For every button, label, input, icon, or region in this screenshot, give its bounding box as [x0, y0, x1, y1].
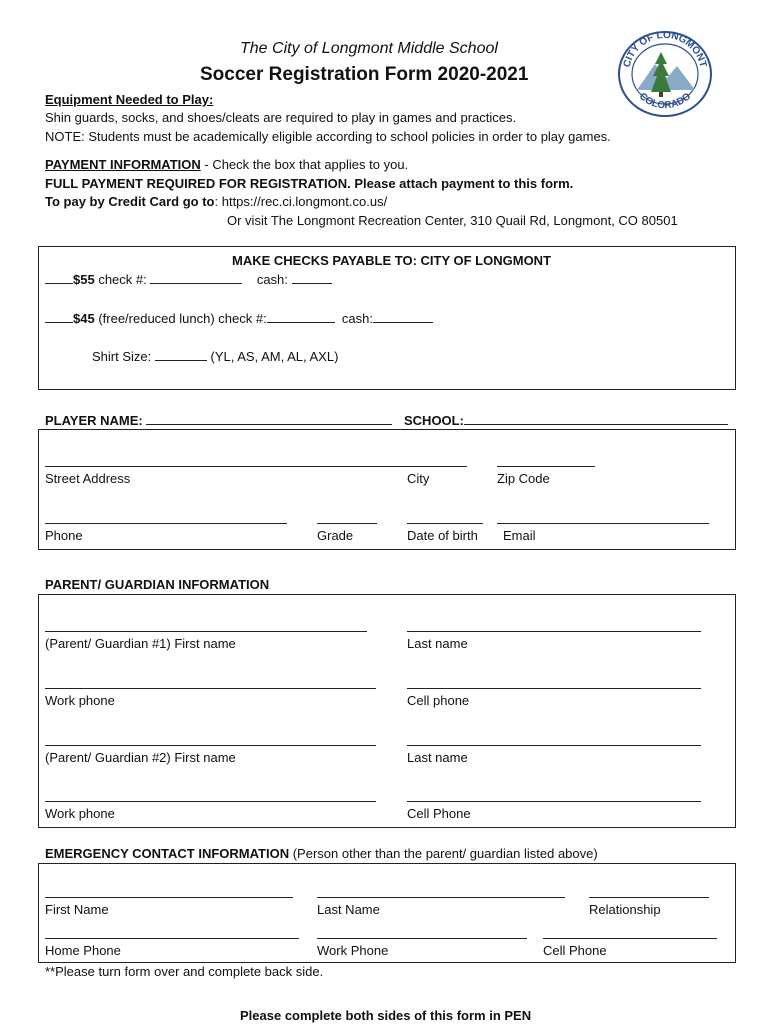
- logo-bottom-text: COLORADO: [636, 90, 694, 112]
- parent2-first-name-label: (Parent/ Guardian #2) First name: [45, 750, 236, 765]
- school-name: The City of Longmont Middle School: [240, 40, 498, 57]
- shirt-size-options: (YL, AS, AM, AL, AXL): [210, 349, 339, 364]
- payment-heading-suffix: - Check the box that applies to you.: [200, 157, 409, 172]
- parent1-cell-phone-field[interactable]: [407, 688, 701, 689]
- payment-55-cash-field[interactable]: [292, 271, 332, 284]
- zip-code-label: Zip Code: [497, 471, 550, 486]
- parent1-cell-phone-label: Cell phone: [407, 693, 470, 708]
- emergency-heading-row: [45, 846, 598, 861]
- credit-card-url[interactable]: : https://rec.ci.longmont.co.us/: [214, 194, 388, 209]
- school-field[interactable]: [464, 412, 728, 425]
- emergency-home-phone-label: Home Phone: [45, 943, 121, 958]
- parent2-cell-phone-label: Cell Phone: [407, 806, 471, 821]
- equipment-note: NOTE: Students must be academically eligible according to school policies in order to play games.: [45, 129, 611, 144]
- emergency-relationship-label: Relationship: [589, 902, 661, 917]
- equipment-heading: Equipment Needed to Play:: [45, 92, 214, 107]
- emergency-cell-phone-field[interactable]: [543, 938, 717, 939]
- school-row: [404, 412, 728, 428]
- city-label: City: [407, 471, 430, 486]
- parent-info-box: [38, 594, 736, 828]
- payment-heading-row: [45, 157, 408, 172]
- parent1-work-phone-field[interactable]: [45, 688, 376, 689]
- emergency-last-name-label: Last Name: [317, 902, 380, 917]
- payment-option-45: [45, 310, 433, 326]
- parent1-last-name-label: Last name: [407, 636, 468, 651]
- form-title: Soccer Registration Form 2020-2021: [200, 64, 529, 85]
- equipment-line-1: Shin guards, socks, and shoes/cleats are required to play in games and practices.: [45, 110, 517, 125]
- payment-heading: PAYMENT INFORMATION: [45, 157, 201, 172]
- parent2-work-phone-label: Work phone: [45, 806, 115, 821]
- emergency-home-phone-field[interactable]: [45, 938, 299, 939]
- emergency-cell-phone-label: Cell Phone: [543, 943, 607, 958]
- street-address-label: Street Address: [45, 471, 131, 486]
- payment-45-check-number-field[interactable]: [267, 310, 335, 323]
- player-info-box: [38, 429, 736, 550]
- emergency-heading-suffix: (Person other than the parent/ guardian listed above): [289, 846, 598, 861]
- payment-45-amount: $45: [73, 311, 95, 326]
- date-of-birth-label: Date of birth: [407, 528, 478, 543]
- player-name-row: [45, 412, 392, 428]
- credit-card-row: [45, 194, 387, 209]
- credit-card-label: To pay by Credit Card go to: [45, 194, 215, 209]
- payment-45-cash-label: cash:: [341, 311, 373, 326]
- date-of-birth-field[interactable]: [407, 523, 483, 524]
- email-label: Email: [503, 528, 536, 543]
- shirt-size-row: [92, 348, 338, 364]
- payment-55-checkbox-line[interactable]: [45, 271, 73, 284]
- school-label: SCHOOL:: [404, 413, 464, 428]
- phone-field[interactable]: [45, 523, 287, 524]
- full-payment-note: FULL PAYMENT REQUIRED FOR REGISTRATION. Please attach payment to this form.: [45, 176, 574, 191]
- parent1-last-name-field[interactable]: [407, 631, 701, 632]
- emergency-work-phone-label: Work Phone: [317, 943, 389, 958]
- payment-55-amount: $55: [73, 272, 95, 287]
- grade-label: Grade: [317, 528, 354, 543]
- parent2-last-name-label: Last name: [407, 750, 468, 765]
- parent2-work-phone-field[interactable]: [45, 801, 376, 802]
- payment-55-check-label: check #:: [94, 272, 147, 287]
- svg-text:COLORADO: [637, 91, 694, 112]
- player-name-field[interactable]: [146, 412, 392, 425]
- email-field[interactable]: [497, 523, 709, 524]
- zip-code-field[interactable]: [497, 466, 595, 467]
- payment-45-cash-field[interactable]: [373, 310, 433, 323]
- logo-top-text: CITY OF LONGMONT: [621, 29, 709, 69]
- payment-45-check-label: (free/reduced lunch) check #:: [94, 311, 267, 326]
- parent1-first-name-field[interactable]: [45, 631, 367, 632]
- parent1-first-name-label: (Parent/ Guardian #1) First name: [45, 636, 236, 651]
- parent1-work-phone-label: Work phone: [45, 693, 115, 708]
- parent2-cell-phone-field[interactable]: [407, 801, 701, 802]
- parent-guardian-heading: PARENT/ GUARDIAN INFORMATION: [45, 577, 270, 592]
- grade-field[interactable]: [317, 523, 377, 524]
- parent2-first-name-field[interactable]: [45, 745, 376, 746]
- emergency-first-name-label: First Name: [45, 902, 109, 917]
- payment-55-check-number-field[interactable]: [150, 271, 242, 284]
- complete-in-pen-note: Please complete both sides of this form in PEN: [240, 1008, 532, 1023]
- emergency-work-phone-field[interactable]: [317, 938, 527, 939]
- city-seal-icon: [615, 26, 715, 118]
- payment-45-checkbox-line[interactable]: [45, 310, 73, 323]
- phone-label: Phone: [45, 528, 83, 543]
- shirt-size-field[interactable]: [155, 348, 207, 361]
- shirt-size-label: Shirt Size:: [92, 349, 152, 364]
- emergency-relationship-field[interactable]: [589, 897, 709, 898]
- parent2-last-name-field[interactable]: [407, 745, 701, 746]
- emergency-last-name-field[interactable]: [317, 897, 565, 898]
- payment-option-55: [45, 271, 332, 287]
- emergency-heading: EMERGENCY CONTACT INFORMATION: [45, 846, 290, 861]
- rec-center-address: Or visit The Longmont Recreation Center, 310 Quail Rd, Longmont, CO 80501: [227, 213, 678, 228]
- turn-over-note: **Please turn form over and complete back side.: [45, 964, 324, 979]
- player-name-label: PLAYER NAME:: [45, 413, 143, 428]
- checks-payable-note: MAKE CHECKS PAYABLE TO: CITY OF LONGMONT: [232, 253, 552, 268]
- payment-55-cash-label: cash:: [256, 272, 288, 287]
- emergency-first-name-field[interactable]: [45, 897, 293, 898]
- street-address-field[interactable]: [45, 466, 467, 467]
